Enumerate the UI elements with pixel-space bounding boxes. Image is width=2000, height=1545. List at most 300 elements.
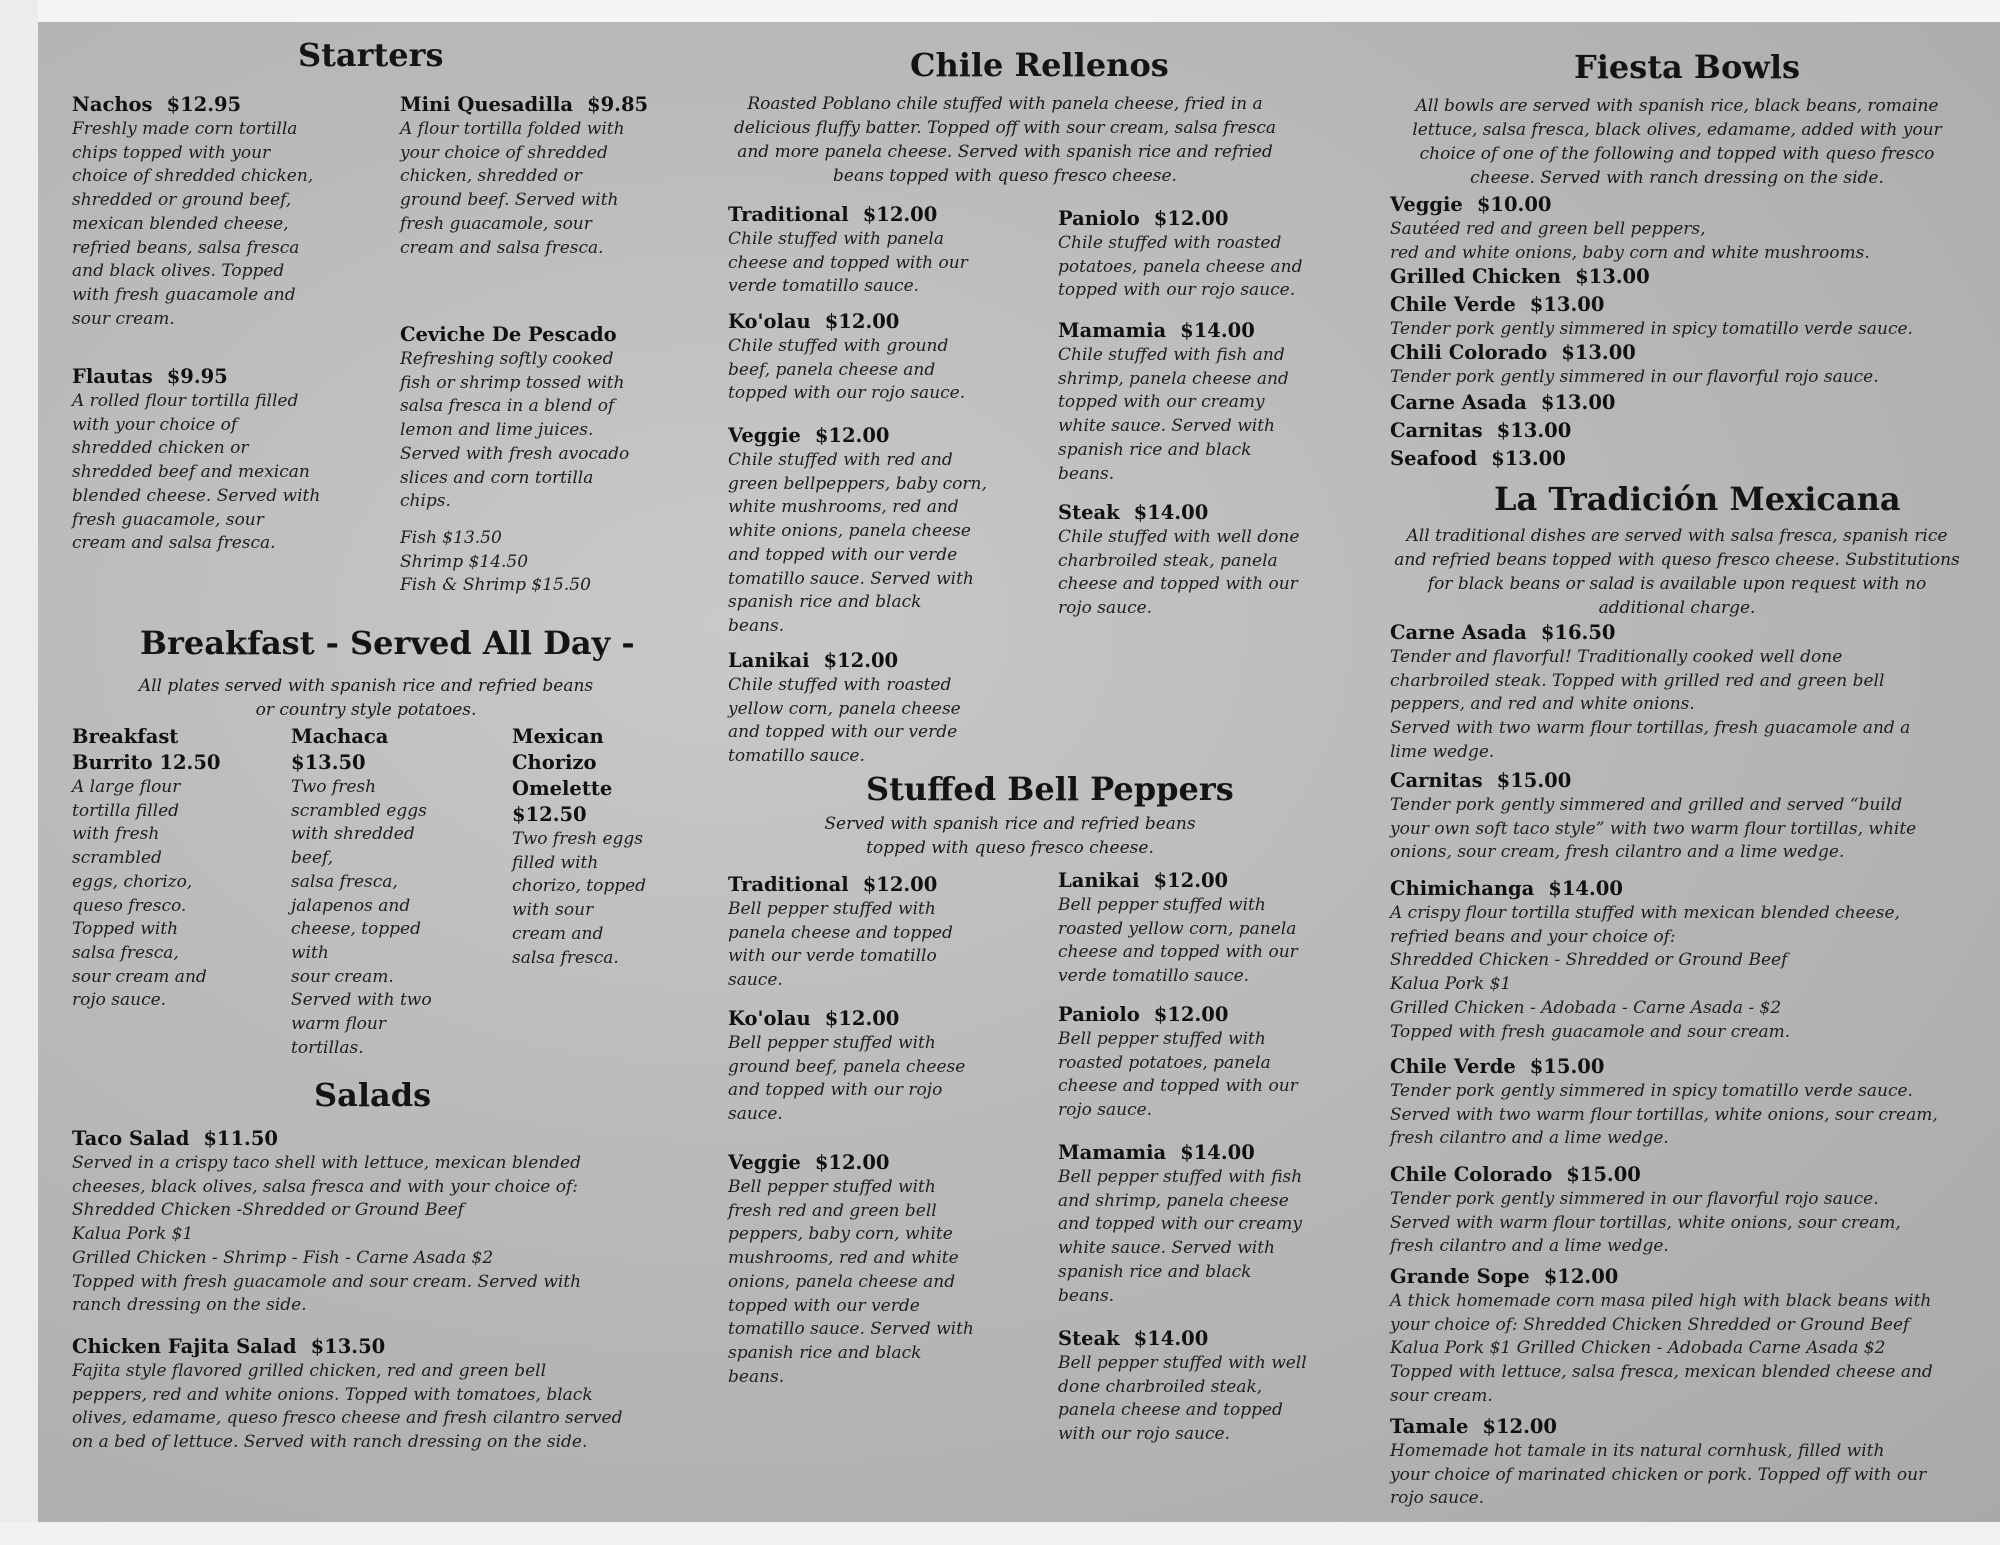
- text-line: Chorizo: [512, 751, 597, 774]
- text-line: rojo sauce.: [1058, 1100, 1153, 1121]
- text-line: filled with: [512, 852, 599, 873]
- item-name: Paniolo: [1058, 1003, 1140, 1026]
- item-name: Paniolo: [1058, 207, 1140, 230]
- text-line: roasted yellow corn, panela: [1058, 918, 1297, 939]
- text-line: your choice of: Shredded Chicken Shredded or Ground Beef: [1390, 1314, 1910, 1335]
- text-line: rojo sauce.: [1390, 1488, 1485, 1509]
- text-line: with our rojo sauce.: [1058, 1424, 1230, 1445]
- text-line: topped with our rojo sauce.: [1058, 280, 1296, 301]
- text-line: Chile stuffed with fish and: [1058, 345, 1285, 365]
- text-line: your own soft taco style” with two warm flour tortillas, white: [1390, 818, 1917, 839]
- tradicion-chile-verde: [1390, 1054, 1970, 1151]
- item-description: [400, 118, 670, 260]
- item-price: $13.00: [1496, 419, 1572, 442]
- item-name: Mamamia: [1058, 319, 1167, 342]
- text-line: Bell pepper stuffed with: [1058, 895, 1266, 915]
- item-price: $12.00: [824, 310, 900, 333]
- text-line: fresh guacamole, sour: [400, 213, 592, 234]
- text-line: salsa fresca,: [291, 871, 398, 892]
- item-title: [728, 202, 1028, 228]
- text-line: shredded or ground beef,: [72, 190, 292, 211]
- item-description: [1058, 232, 1358, 303]
- text-line: refried beans, salsa fresca: [72, 237, 300, 258]
- pepper-paniolo: [1058, 1002, 1358, 1123]
- item-description: [728, 898, 1028, 993]
- text-line: beans.: [728, 1366, 785, 1387]
- item-price: $13.00: [1529, 293, 1605, 316]
- item-title: [1058, 318, 1358, 344]
- menu-item-machaca: [291, 724, 491, 1060]
- text-line: fresh cilantro and a lime wedge.: [1390, 1236, 1669, 1257]
- item-description: [1058, 1352, 1358, 1447]
- text-line: Served with warm flour tortillas, white onions, sour cream,: [1390, 1212, 1901, 1233]
- text-line: delicious fluffy batter. Topped off with sour cream, salsa fresca: [733, 118, 1277, 138]
- item-price: $12.00: [862, 203, 938, 226]
- chile-rellenos-heading: Chile Rellenos: [910, 46, 1169, 84]
- text-line: white sauce. Served with: [1058, 416, 1275, 437]
- item-price: $12.00: [1543, 1265, 1619, 1288]
- item-name: Lanikai: [1058, 869, 1140, 892]
- text-line: tortilla filled: [72, 800, 180, 821]
- item-description: [72, 390, 342, 556]
- text-line: Shrimp $14.50: [400, 551, 529, 572]
- item-description: [72, 118, 342, 331]
- item-name: Chile Colorado: [1390, 1163, 1553, 1186]
- text-line: on a bed of lettuce. Served with ranch dressing on the side.: [72, 1432, 588, 1453]
- text-line: your choice of shredded: [400, 142, 608, 163]
- text-line: Two fresh: [291, 777, 377, 797]
- item-title: [1390, 292, 1970, 318]
- text-line: spanish rice and black: [1058, 439, 1252, 460]
- text-line: Grilled Chicken - Adobada - Carne Asada - $2: [1390, 997, 1782, 1018]
- text-line: white onions, panela cheese: [728, 521, 971, 542]
- text-line: Topped with: [72, 919, 179, 940]
- text-line: onions, panela cheese and: [728, 1271, 956, 1292]
- text-line: peppers, and red and white onions.: [1390, 694, 1695, 715]
- text-line: spanish rice and black: [728, 592, 922, 613]
- item-name: Veggie: [1390, 193, 1463, 216]
- menu-item-taco-salad: [72, 1126, 672, 1318]
- item-price: $14.00: [1548, 877, 1623, 900]
- text-line: sauce.: [728, 970, 783, 991]
- item-title: [728, 309, 1028, 335]
- text-line: Refreshing softly cooked: [400, 349, 614, 369]
- text-line: for black beans or salad is available upon request with no: [1427, 574, 1927, 594]
- item-price: $15.00: [1496, 769, 1572, 792]
- text-line: chorizo, topped: [512, 876, 647, 897]
- text-line: sour cream.: [72, 308, 175, 329]
- text-line: Mexican: [512, 725, 604, 748]
- text-line: sour cream.: [1390, 1385, 1493, 1406]
- item-name: Carne Asada: [1390, 391, 1527, 414]
- relleno-traditional: [728, 202, 1028, 299]
- text-line: eggs, chorizo,: [72, 871, 193, 892]
- text-line: beef,: [291, 848, 334, 869]
- text-line: panela cheese and topped: [728, 922, 953, 943]
- text-line: A rolled flour tortilla filled: [72, 391, 299, 411]
- item-price: $12.00: [814, 424, 890, 447]
- item-price: $12.00: [824, 1007, 900, 1030]
- text-line: verde tomatillo sauce.: [728, 276, 920, 297]
- text-line: salsa fresca.: [512, 947, 619, 968]
- text-line: beans topped with queso fresco cheese.: [833, 166, 1177, 186]
- text-line: chips.: [400, 491, 451, 512]
- item-name: Carnitas: [1390, 419, 1483, 442]
- text-line: topped with queso fresco cheese.: [866, 838, 1154, 858]
- tradicion-heading: La Tradición Mexicana: [1494, 480, 1901, 518]
- text-line: with fresh guacamole and: [72, 284, 296, 305]
- item-title: [72, 1334, 672, 1360]
- item-price: $14.00: [1133, 501, 1209, 524]
- text-line: Omelette: [512, 777, 613, 800]
- item-name: Steak: [1058, 501, 1120, 524]
- item-name: Traditional: [728, 873, 849, 896]
- item-price: $14.00: [1133, 1327, 1209, 1350]
- item-name: Ceviche De Pescado: [400, 323, 617, 346]
- bowl-grilled-chicken: [1390, 264, 1650, 290]
- menu-item-flautas: [72, 364, 342, 556]
- text-line: beef, panela cheese and: [728, 359, 936, 380]
- text-line: cream and salsa fresca.: [72, 533, 276, 554]
- item-name: Mamamia: [1058, 1141, 1167, 1164]
- text-line: additional charge.: [1598, 598, 1756, 618]
- text-line: tomatillo sauce. Served with: [728, 568, 974, 589]
- text-line: peppers, red and white onions. Topped with tomatoes, black: [72, 1384, 593, 1405]
- text-line: jalapenos and: [291, 895, 411, 916]
- item-price: $13.00: [1575, 265, 1650, 288]
- text-line: blended cheese. Served with: [72, 485, 321, 506]
- item-name: [512, 724, 692, 828]
- text-line: and topped with our creamy: [1058, 1214, 1303, 1235]
- stuffed-peppers-intro: [780, 812, 1240, 860]
- pepper-steak: [1058, 1326, 1358, 1447]
- item-description: [512, 828, 692, 970]
- text-line: white sauce. Served with: [1058, 1238, 1275, 1259]
- text-line: fish or shrimp tossed with: [400, 372, 625, 393]
- text-line: verde tomatillo sauce.: [1058, 966, 1250, 987]
- text-line: olives, edamame, queso fresco cheese and fresh cilantro served: [72, 1408, 623, 1429]
- text-line: with our verde tomatillo: [728, 946, 937, 967]
- item-description: [728, 1032, 1028, 1127]
- text-line: fresh cilantro and a lime wedge.: [1390, 1128, 1669, 1149]
- text-line: white mushrooms, red and: [728, 497, 959, 518]
- item-price: $12.00: [1153, 207, 1229, 230]
- item-description: [1390, 218, 1970, 265]
- text-line: choice of shredded chicken,: [72, 166, 314, 187]
- text-line: Chile stuffed with red and: [728, 450, 953, 470]
- text-line: Burrito 12.50: [72, 751, 221, 774]
- text-line: A thick homemade corn masa piled high with black beans with: [1390, 1291, 1932, 1311]
- text-line: $12.50: [512, 803, 587, 826]
- item-title: [72, 1126, 672, 1152]
- text-line: with sour: [512, 900, 594, 921]
- text-line: Tender pork gently simmered and grilled and served “build: [1390, 795, 1903, 815]
- item-name: Carnitas: [1390, 769, 1483, 792]
- item-description: [1390, 1080, 1970, 1151]
- text-line: sour cream.: [291, 966, 394, 987]
- item-title: [1058, 500, 1358, 526]
- text-line: shredded beef and mexican: [72, 462, 310, 483]
- text-line: or country style potatoes.: [255, 700, 477, 720]
- item-name: Taco Salad: [72, 1127, 190, 1150]
- menu-item-fajita-salad: [72, 1334, 672, 1455]
- text-line: with shredded: [291, 824, 415, 845]
- item-name: Chimichanga: [1390, 877, 1535, 900]
- item-description: [1390, 1188, 1970, 1259]
- menu-item-ceviche: [400, 322, 670, 598]
- text-line: with: [291, 942, 329, 963]
- text-line: Roasted Poblano chile stuffed with panela cheese, fried in a: [747, 94, 1263, 114]
- item-description: [728, 228, 1028, 299]
- text-line: and topped with our verde: [728, 544, 958, 565]
- item-description: [1058, 1166, 1358, 1308]
- text-line: fresh red and green bell: [728, 1200, 937, 1221]
- pepper-veggie: [728, 1150, 1028, 1389]
- text-line: lettuce, salsa fresca, black olives, edamame, added with your: [1412, 120, 1942, 140]
- text-line: and more panela cheese. Served with spanish rice and refried: [737, 142, 1273, 162]
- item-title: [728, 1006, 1028, 1032]
- text-line: Sautéed red and green bell peppers,: [1390, 219, 1706, 239]
- text-line: Kalua Pork $1: [1390, 974, 1512, 995]
- text-line: Fish $13.50: [400, 527, 502, 548]
- item-name: Nachos: [72, 93, 153, 116]
- text-line: cheese and topped with our: [1058, 942, 1298, 963]
- text-line: Chile stuffed with roasted: [728, 675, 952, 695]
- item-title: [1058, 1140, 1358, 1166]
- text-line: cream and salsa fresca.: [400, 237, 604, 258]
- item-title: [1390, 876, 1970, 902]
- menu-item-chorizo-omelette: [512, 724, 692, 970]
- relleno-mamamia: [1058, 318, 1358, 486]
- tradicion-carnitas: [1390, 768, 1970, 865]
- item-name: Seafood: [1390, 447, 1478, 470]
- item-name: Lanikai: [728, 649, 810, 672]
- item-title: [728, 648, 1028, 674]
- text-line: chips topped with your: [72, 142, 271, 163]
- text-line: cheese. Served with ranch dressing on the side.: [1470, 168, 1884, 188]
- starters-heading: Starters: [298, 36, 444, 74]
- text-line: fresh guacamole, sour: [72, 509, 264, 530]
- item-price: $12.00: [862, 873, 938, 896]
- text-line: ranch dressing on the side.: [72, 1295, 307, 1316]
- item-price: $14.00: [1180, 319, 1255, 342]
- text-line: ground beef, panela cheese: [728, 1056, 966, 1077]
- text-line: Topped with lettuce, salsa fresca, mexican blended cheese and: [1390, 1362, 1933, 1383]
- text-line: yellow corn, panela cheese: [728, 698, 961, 719]
- item-name: Chicken Fajita Salad: [72, 1335, 297, 1358]
- item-title: [1390, 192, 1970, 218]
- text-line: roasted potatoes, panela: [1058, 1052, 1271, 1073]
- item-description: [400, 348, 670, 514]
- text-line: beans.: [1058, 463, 1115, 484]
- text-line: chicken, shredded or: [400, 166, 582, 187]
- text-line: Chile stuffed with panela: [728, 229, 944, 249]
- item-price: $12.00: [1153, 869, 1229, 892]
- item-price: $15.00: [1566, 1163, 1641, 1186]
- text-line: ground beef. Served with: [400, 190, 619, 211]
- text-line: Bell pepper stuffed with: [728, 899, 936, 919]
- text-line: beans.: [1058, 1285, 1115, 1306]
- text-line: and topped with our verde: [728, 722, 958, 743]
- item-description: [1390, 318, 1970, 342]
- text-line: $13.50: [291, 751, 366, 774]
- text-line: Homemade hot tamale in its natural cornhusk, filled with: [1390, 1441, 1885, 1461]
- text-line: your choice of marinated chicken or pork. Topped off with our: [1390, 1464, 1927, 1485]
- text-line: Tender pork gently simmered in our flavorful rojo sauce.: [1390, 367, 1879, 387]
- item-description: [1390, 646, 1970, 765]
- item-description: [728, 449, 1028, 639]
- text-line: spanish rice and black: [728, 1342, 922, 1363]
- fiesta-bowls-intro: [1372, 94, 1982, 190]
- text-line: Shredded Chicken -Shredded or Ground Beef: [72, 1200, 464, 1221]
- item-description: [72, 776, 272, 1013]
- text-line: Shredded Chicken - Shredded or Ground Beef: [1390, 950, 1788, 971]
- item-description: [1390, 1440, 1970, 1511]
- item-title: [1390, 1414, 1970, 1440]
- text-line: shrimp, panela cheese and: [1058, 368, 1289, 389]
- text-line: potatoes, panela cheese and: [1058, 256, 1303, 277]
- text-line: cheese and topped with our: [1058, 574, 1298, 595]
- text-line: and refried beans topped with queso fresco cheese. Substitutions: [1394, 550, 1960, 570]
- item-description: [1058, 894, 1358, 989]
- item-description: [1390, 902, 1970, 1044]
- text-line: Served with two warm flour tortillas, fresh guacamole and a: [1390, 718, 1911, 739]
- text-line: mexican blended cheese,: [72, 213, 289, 234]
- item-description: [728, 335, 1028, 406]
- text-line: and black olives. Topped: [72, 261, 285, 282]
- salads-heading: Salads: [314, 1076, 432, 1114]
- text-line: Served with two warm flour tortillas, white onions, sour cream,: [1390, 1104, 1938, 1125]
- item-price: $13.50: [310, 1335, 386, 1358]
- text-line: Kalua Pork $1 Grilled Chicken - Adobada Carne Asada $2: [1390, 1338, 1886, 1359]
- item-price: $12.95: [166, 93, 242, 116]
- item-name: Mini Quesadilla: [400, 93, 574, 116]
- item-description: [1390, 366, 1970, 390]
- relleno-steak: [1058, 500, 1358, 621]
- item-price: $13.00: [1540, 391, 1616, 414]
- text-line: Tender pork gently simmered in spicy tomatillo verde sauce.: [1390, 319, 1913, 339]
- text-line: Bell pepper stuffed with well: [1058, 1353, 1307, 1373]
- item-description: [72, 1152, 672, 1318]
- text-line: green bellpeppers, baby corn,: [728, 473, 987, 494]
- text-line: panela cheese and topped: [1058, 1400, 1283, 1421]
- text-line: A flour tortilla folded with: [400, 119, 625, 139]
- text-line: Bell pepper stuffed with: [1058, 1029, 1266, 1049]
- text-line: tomatillo sauce. Served with: [728, 1319, 974, 1340]
- text-line: All plates served with spanish rice and refried beans: [138, 676, 594, 696]
- item-name: [72, 724, 272, 776]
- item-price: $16.50: [1540, 621, 1616, 644]
- text-line: scrambled: [72, 848, 162, 869]
- text-line: Freshly made corn tortilla: [72, 119, 298, 139]
- item-price: $9.95: [166, 365, 228, 388]
- item-title: [1058, 1002, 1358, 1028]
- item-title: [1390, 1054, 1970, 1080]
- item-title: [728, 872, 1028, 898]
- page-bottom-margin: [0, 1522, 2000, 1545]
- menu-item-mini-quesadilla: [400, 92, 670, 260]
- bowl-carne-asada: [1390, 390, 1615, 416]
- text-line: cheese and topped with our: [1058, 1076, 1298, 1097]
- item-title: [1058, 868, 1358, 894]
- item-price: $13.00: [1561, 341, 1636, 364]
- ceviche-prices: [400, 527, 670, 598]
- item-price: $13.00: [1491, 447, 1566, 470]
- text-line: spanish rice and black: [1058, 1261, 1252, 1282]
- item-price: $12.00: [814, 1151, 890, 1174]
- text-line: mushrooms, red and white: [728, 1248, 959, 1269]
- item-title: [1058, 1326, 1358, 1352]
- item-title: [1058, 206, 1358, 232]
- item-name: Steak: [1058, 1327, 1120, 1350]
- pepper-koolau: [728, 1006, 1028, 1127]
- text-line: shredded chicken or: [72, 438, 249, 459]
- text-line: cheeses, black olives, salsa fresca and with your choice of:: [72, 1176, 578, 1197]
- item-price: $12.00: [1153, 1003, 1229, 1026]
- item-description: [728, 674, 1028, 769]
- item-name: Traditional: [728, 203, 849, 226]
- bowl-chili-colorado: [1390, 340, 1970, 390]
- text-line: refried beans and your choice of:: [1390, 926, 1676, 947]
- text-line: lime wedge.: [1390, 741, 1495, 762]
- item-description: [1390, 794, 1970, 865]
- text-line: Served with two: [291, 990, 432, 1011]
- item-price: $10.00: [1476, 193, 1552, 216]
- item-name: Chile Verde: [1390, 1055, 1516, 1078]
- bowl-seafood: [1390, 446, 1566, 472]
- text-line: All bowls are served with spanish rice, black beans, romaine: [1415, 96, 1939, 116]
- text-line: Tender and flavorful! Traditionally cooked well done: [1390, 647, 1843, 667]
- item-name: Chili Colorado: [1390, 341, 1548, 364]
- text-line: rojo sauce.: [72, 990, 167, 1011]
- text-line: salsa fresca in a blend of: [400, 396, 615, 417]
- tradicion-grande-sope: [1390, 1264, 1970, 1409]
- menu-item-breakfast-burrito: [72, 724, 272, 1013]
- item-name: Veggie: [728, 424, 801, 447]
- text-line: Served in a crispy taco shell with lettuce, mexican blended: [72, 1153, 581, 1173]
- text-line: Fajita style flavored grilled chicken, red and green bell: [72, 1361, 547, 1381]
- tradicion-chile-colorado: [1390, 1162, 1970, 1259]
- text-line: with fresh: [72, 824, 160, 845]
- item-title: [1390, 340, 1970, 366]
- text-line: with your choice of: [72, 414, 238, 435]
- bowl-carnitas: [1390, 418, 1571, 444]
- item-title: [1390, 620, 1970, 646]
- item-name: Ko'olau: [728, 310, 811, 333]
- text-line: cheese and topped with our: [728, 252, 968, 273]
- text-line: red and white onions, baby corn and white mushrooms.: [1390, 242, 1870, 263]
- text-line: tortillas.: [291, 1037, 364, 1058]
- chile-rellenos-intro: [700, 92, 1310, 188]
- item-name: Chile Verde: [1390, 293, 1516, 316]
- text-line: sauce.: [728, 1104, 783, 1125]
- text-line: Two fresh eggs: [512, 829, 644, 849]
- text-line: Chile stuffed with ground: [728, 336, 949, 356]
- item-title: [72, 92, 342, 118]
- text-line: Grilled Chicken - Shrimp - Fish - Carne Asada $2: [72, 1247, 494, 1268]
- tradicion-carne-asada: [1390, 620, 1970, 765]
- text-line: A crispy flour tortilla stuffed with mexican blended cheese,: [1390, 903, 1900, 923]
- breakfast-heading: Breakfast - Served All Day -: [140, 624, 635, 662]
- pepper-lanikai: [1058, 868, 1358, 989]
- text-line: Bell pepper stuffed with fish: [1058, 1167, 1303, 1187]
- item-price: $14.00: [1180, 1141, 1255, 1164]
- item-title: [72, 364, 342, 390]
- text-line: Served with fresh avocado: [400, 443, 630, 464]
- item-title: [400, 92, 670, 118]
- text-line: cheese, topped: [291, 919, 421, 940]
- stuffed-peppers-heading: Stuffed Bell Peppers: [866, 770, 1234, 808]
